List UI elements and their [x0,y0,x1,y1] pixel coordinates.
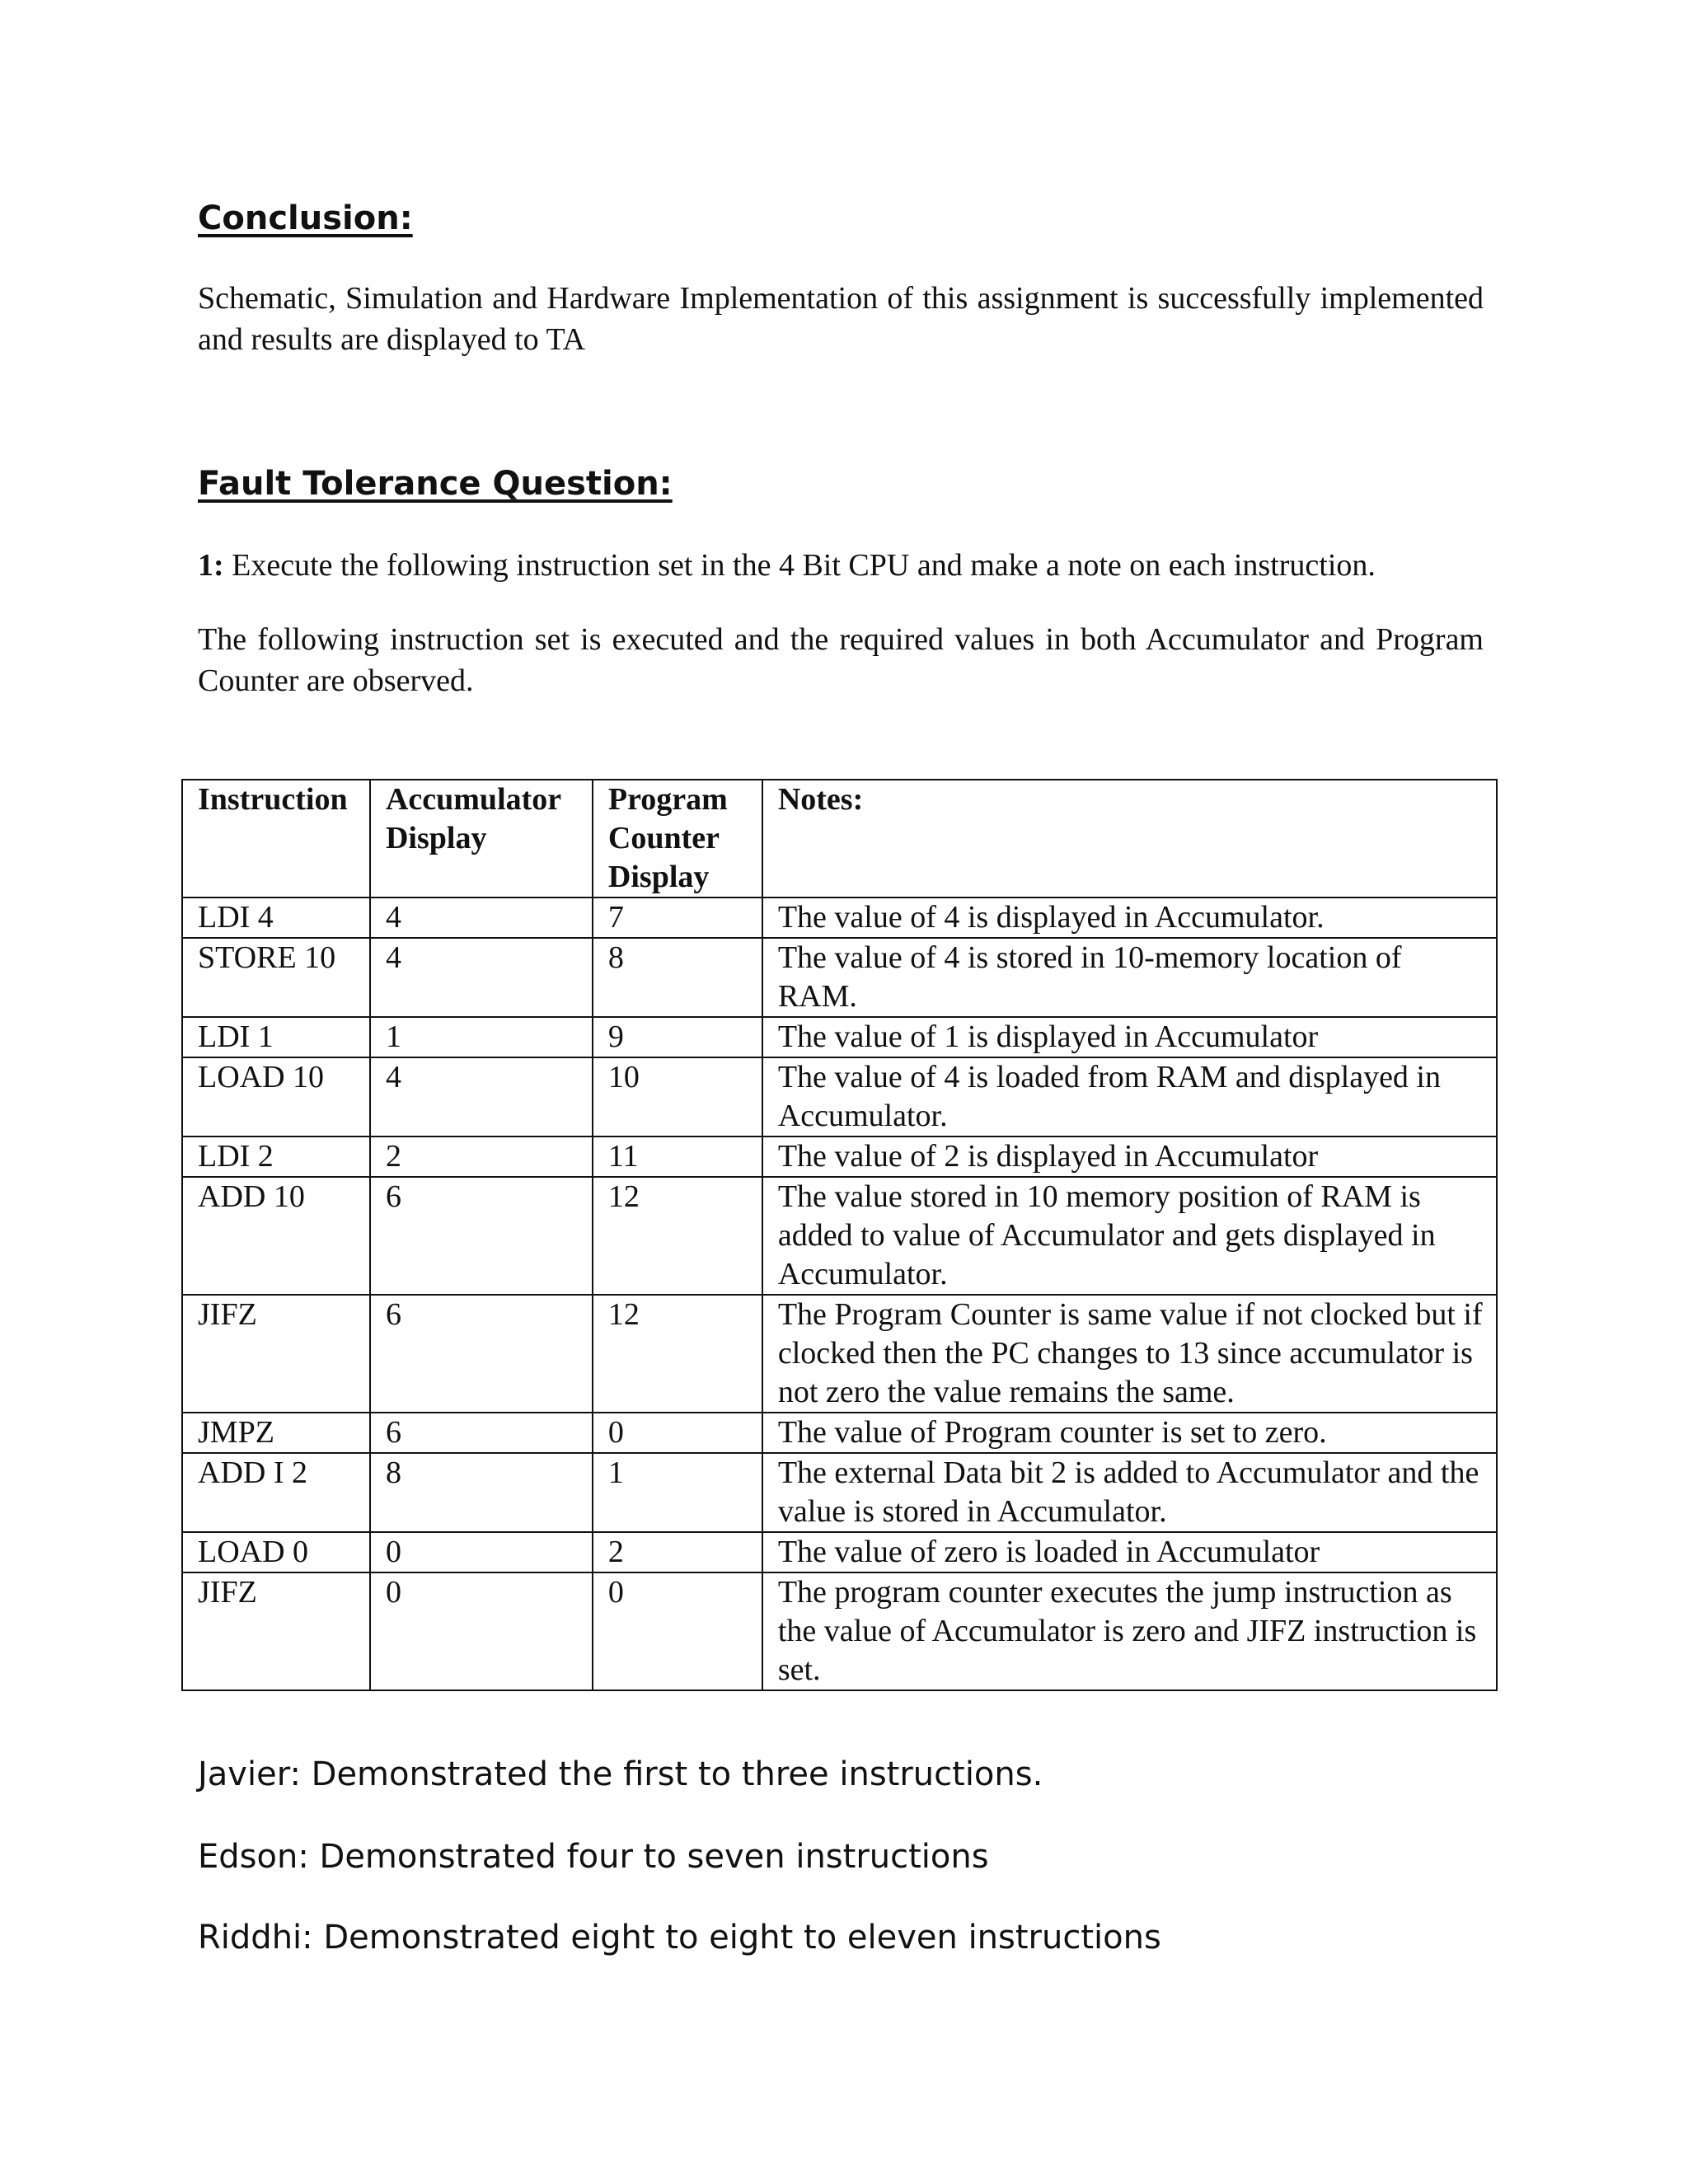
cell-program-counter: 9 [593,1017,762,1057]
table-row [182,1572,1497,1690]
cell-program-counter: 0 [593,1572,762,1690]
cell-instruction: STORE 10 [182,938,370,1017]
table-row [182,1017,1497,1057]
question-number: 1: [198,548,224,583]
table-row [182,938,1497,1017]
cell-accumulator: 0 [370,1532,593,1572]
demonstration-edson: Edson: Demonstrated four to seven instructions [198,1838,989,1876]
header-accumulator-line2: Display [385,821,487,855]
conclusion-text: Schematic, Simulation and Hardware Implementation of this assignment is successfully implemented and results are displayed to TA [198,281,1484,357]
cell-program-counter: 7 [593,898,762,938]
table-row [182,1177,1497,1295]
cell-program-counter: 10 [593,1057,762,1137]
cell-program-counter: 2 [593,1532,762,1572]
cell-note: The value of 2 is displayed in Accumulator [762,1137,1497,1177]
cell-note: The value of 4 is displayed in Accumulator. [762,898,1497,938]
cell-accumulator: 4 [370,938,593,1017]
instruction-table [181,779,1498,1691]
cell-accumulator: 4 [370,898,593,938]
cell-program-counter: 8 [593,938,762,1017]
table-row [182,1295,1497,1413]
cell-program-counter: 12 [593,1177,762,1295]
table-row [182,898,1497,938]
cell-note: The value of 1 is displayed in Accumulator [762,1017,1497,1057]
fault-tolerance-heading: Fault Tolerance Question: [198,465,673,503]
cell-note: The value of 4 is stored in 10-memory location of RAM. [762,938,1497,1017]
header-program-counter [593,780,762,898]
conclusion-heading: Conclusion: [198,199,413,237]
cell-program-counter: 0 [593,1413,762,1453]
header-accumulator [370,780,593,898]
question-body: Execute the following instruction set in the 4 Bit CPU and make a note on each instruction. [232,548,1376,583]
cell-accumulator: 6 [370,1177,593,1295]
cell-instruction: JIFZ [182,1295,370,1413]
header-notes [762,780,1497,898]
header-accumulator-line1: Accumulator [385,782,562,817]
intro-text: The following instruction set is executed and the required values in both Accumulator and Program Counter are observed. [198,622,1484,698]
cell-program-counter: 11 [593,1137,762,1177]
cell-accumulator: 6 [370,1413,593,1453]
cell-accumulator: 4 [370,1057,593,1137]
cell-instruction: LDI 1 [182,1017,370,1057]
table-row [182,1057,1497,1137]
cell-instruction: LDI 4 [182,898,370,938]
cell-note: The value of 4 is loaded from RAM and displayed in Accumulator. [762,1057,1497,1137]
cell-note: The value of Program counter is set to zero. [762,1413,1497,1453]
header-pc-line3: Display [607,860,710,894]
table-row [182,1137,1497,1177]
cell-program-counter: 1 [593,1453,762,1532]
cell-instruction: ADD I 2 [182,1453,370,1532]
question-text [198,545,1484,586]
header-instruction-label: Instruction [198,782,348,817]
table-row [182,1453,1497,1532]
cell-accumulator: 2 [370,1137,593,1177]
cell-note: The external Data bit 2 is added to Accumulator and the value is stored in Accumulator. [762,1453,1497,1532]
cell-instruction: LOAD 10 [182,1057,370,1137]
cell-note: The program counter executes the jump instruction as the value of Accumulator is zero and JIFZ instruction is set. [762,1572,1497,1690]
cell-instruction: LOAD 0 [182,1532,370,1572]
table-header-row [182,780,1497,898]
cell-note: The value of zero is loaded in Accumulator [762,1532,1497,1572]
cell-instruction: JIFZ [182,1572,370,1690]
header-instruction [182,780,370,898]
cell-program-counter: 12 [593,1295,762,1413]
cell-accumulator: 1 [370,1017,593,1057]
cell-accumulator: 0 [370,1572,593,1690]
demonstration-riddhi: Riddhi: Demonstrated eight to eight to eleven instructions [198,1919,1161,1957]
cell-accumulator: 8 [370,1453,593,1532]
header-pc-line1: Program [607,782,728,817]
table-row [182,1532,1497,1572]
cell-note: The Program Counter is same value if not clocked but if clocked then the PC changes to 13 since accumulator is not zero the value remains the same. [762,1295,1497,1413]
cell-instruction: ADD 10 [182,1177,370,1295]
cell-instruction: JMPZ [182,1413,370,1453]
demonstration-javier: Javier: Demonstrated the first to three instructions. [198,1755,1043,1793]
cell-instruction: LDI 2 [182,1137,370,1177]
table-row [182,1413,1497,1453]
header-pc-line2: Counter [607,821,720,855]
cell-note: The value stored in 10 memory position of RAM is added to value of Accumulator and gets displayed in Accumulator. [762,1177,1497,1295]
cell-accumulator: 6 [370,1295,593,1413]
header-notes-label: Notes: [777,782,864,817]
